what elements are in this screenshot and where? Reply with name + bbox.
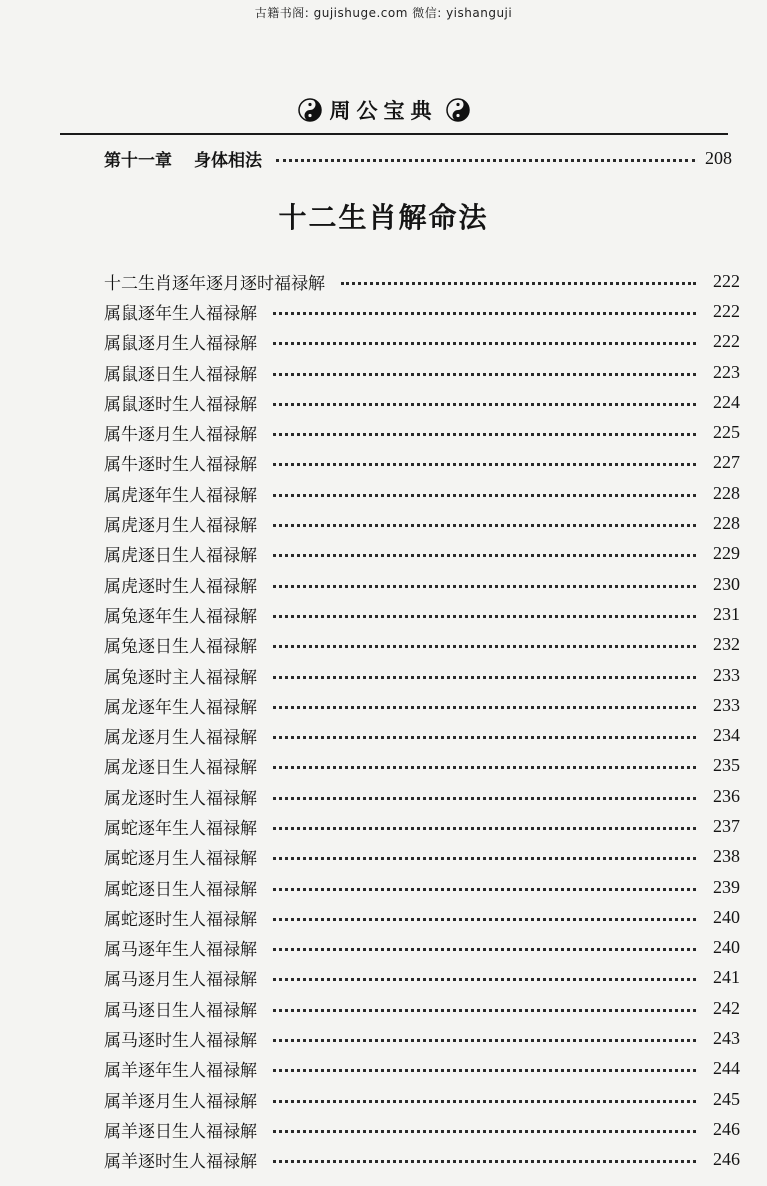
dot-leader [273,585,696,588]
dot-leader [273,706,696,709]
toc-label: 属龙逐月生人福禄解 [104,728,257,749]
toc-page: 233 [713,664,740,685]
toc-page: 228 [713,482,740,503]
toc-label: 属鼠逐月生人福禄解 [104,334,257,355]
dot-leader [273,312,696,315]
toc-label: 属鼠逐时生人福禄解 [104,394,257,415]
toc-page: 233 [713,694,740,715]
toc-label: 属羊逐日生人福禄解 [104,1121,257,1142]
toc-entry [104,781,740,811]
toc-entry [104,1114,740,1144]
toc-page: 222 [713,300,740,321]
toc-label: 属马逐日生人福禄解 [104,1000,257,1021]
toc-entry [104,478,740,508]
toc-list [104,266,740,1175]
toc-entry [104,660,740,690]
dot-leader [273,676,696,679]
dot-leader [273,342,696,345]
dot-leader [273,857,696,860]
header-rule [60,133,728,135]
dot-leader [273,373,696,376]
toc-entry [104,417,740,447]
dot-leader [273,1009,696,1012]
toc-page: 222 [713,331,740,352]
chapter-page: 208 [705,147,732,168]
toc-page: 222 [713,270,740,291]
toc-label: 属牛逐时生人福禄解 [104,455,257,476]
dot-leader [273,1100,696,1103]
toc-label: 属羊逐月生人福禄解 [104,1091,257,1112]
toc-entry [104,296,740,326]
toc-label: 属马逐年生人福禄解 [104,940,257,961]
toc-entry [104,963,740,993]
toc-entry [104,508,740,538]
toc-entry [104,327,740,357]
section-title: 十二生肖解命法 [278,201,489,234]
toc-label: 属马逐月生人福禄解 [104,970,257,991]
toc-entry [104,357,740,387]
toc-page: 227 [713,452,740,473]
toc-page: 246 [713,1118,740,1139]
dot-leader [273,1160,696,1163]
dot-leader [273,888,696,891]
dot-leader [273,736,696,739]
toc-page: 242 [713,997,740,1018]
dot-leader [273,948,696,951]
toc-page: 240 [713,906,740,927]
yinyang-icon [298,98,322,122]
toc-label: 属虎逐月生人福禄解 [104,516,257,537]
toc-entry [104,902,740,932]
toc-entry [104,933,740,963]
chapter-number: 第十一章 [104,150,172,171]
dot-leader [273,827,696,830]
toc-page: 225 [713,422,740,443]
toc-label: 属虎逐日生人福禄解 [104,546,257,567]
toc-entry [104,539,740,569]
toc-entry [104,842,740,872]
toc-entry [104,993,740,1023]
toc-entry [104,387,740,417]
dot-leader [273,978,696,981]
toc-entry [104,811,740,841]
dot-leader [273,645,696,648]
toc-entry [104,630,740,660]
dot-leader [273,766,696,769]
toc-label: 属蛇逐时生人福禄解 [104,909,257,930]
toc-page: 240 [713,937,740,958]
toc-label: 属蛇逐年生人福禄解 [104,818,257,839]
toc-label: 属龙逐日生人福禄解 [104,758,257,779]
dot-leader [273,1130,696,1133]
dot-leader [273,494,696,497]
toc-label: 属兔逐日生人福禄解 [104,637,257,658]
dot-leader [273,615,696,618]
toc-page: 238 [713,846,740,867]
toc-page: 236 [713,785,740,806]
dot-leader [273,403,696,406]
toc-page: 241 [713,967,740,988]
toc-entry [104,1084,740,1114]
dot-leader [273,524,696,527]
toc-page: 234 [713,725,740,746]
chapter-title: 身体相法 [194,150,262,171]
dot-leader [273,554,696,557]
dot-leader [273,433,696,436]
dot-leader [273,1039,696,1042]
toc-page: 239 [713,876,740,897]
toc-page: 224 [713,391,740,412]
toc-entry [104,720,740,750]
toc-label: 属龙逐时生人福禄解 [104,788,257,809]
toc-label: 属羊逐年生人福禄解 [104,1061,257,1082]
toc-page: 237 [713,815,740,836]
toc-entry [104,1023,740,1053]
book-title: 周公宝典 [329,99,438,123]
toc-label: 属蛇逐日生人福禄解 [104,879,257,900]
toc-label: 属兔逐年生人福禄解 [104,606,257,627]
toc-page: 229 [713,543,740,564]
toc-page: 232 [713,634,740,655]
toc-label: 属兔逐时主人福禄解 [104,667,257,688]
toc-label: 属羊逐时生人福禄解 [104,1152,257,1173]
toc-page: 246 [713,1149,740,1170]
toc-label: 属鼠逐年生人福禄解 [104,303,257,324]
toc-label: 属鼠逐日生人福禄解 [104,364,257,385]
toc-label: 属虎逐年生人福禄解 [104,485,257,506]
dot-leader [341,282,696,285]
dot-leader [273,797,696,800]
dot-leader [273,1069,696,1072]
toc-label: 属虎逐时生人福禄解 [104,576,257,597]
toc-entry [104,599,740,629]
toc-page: 245 [713,1088,740,1109]
toc-page: 228 [713,513,740,534]
toc-label: 属蛇逐月生人福禄解 [104,849,257,870]
toc-page: 223 [713,361,740,382]
toc-page: 243 [713,1028,740,1049]
dot-leader [273,918,696,921]
toc-label: 属牛逐月生人福禄解 [104,425,257,446]
dot-leader [276,159,695,162]
dot-leader [273,463,696,466]
toc-page: 244 [713,1058,740,1079]
toc-page: 231 [713,603,740,624]
toc-page: 230 [713,573,740,594]
toc-label: 属龙逐年生人福禄解 [104,697,257,718]
toc-entry [104,1145,740,1175]
toc-entry [104,751,740,781]
running-header [0,92,767,128]
toc-entry [104,1054,740,1084]
toc-entry [104,448,740,478]
toc-page: 235 [713,755,740,776]
toc-label: 属马逐时生人福禄解 [104,1031,257,1052]
watermark-text: 古籍书阁: gujishuge.com 微信: yishanguji [254,6,513,20]
chapter-entry [104,144,732,172]
toc-entry [104,690,740,720]
toc-entry [104,569,740,599]
toc-entry [104,266,740,296]
toc-entry [104,872,740,902]
toc-label: 十二生肖逐年逐月逐时福禄解 [104,273,325,294]
yinyang-icon [446,98,470,122]
